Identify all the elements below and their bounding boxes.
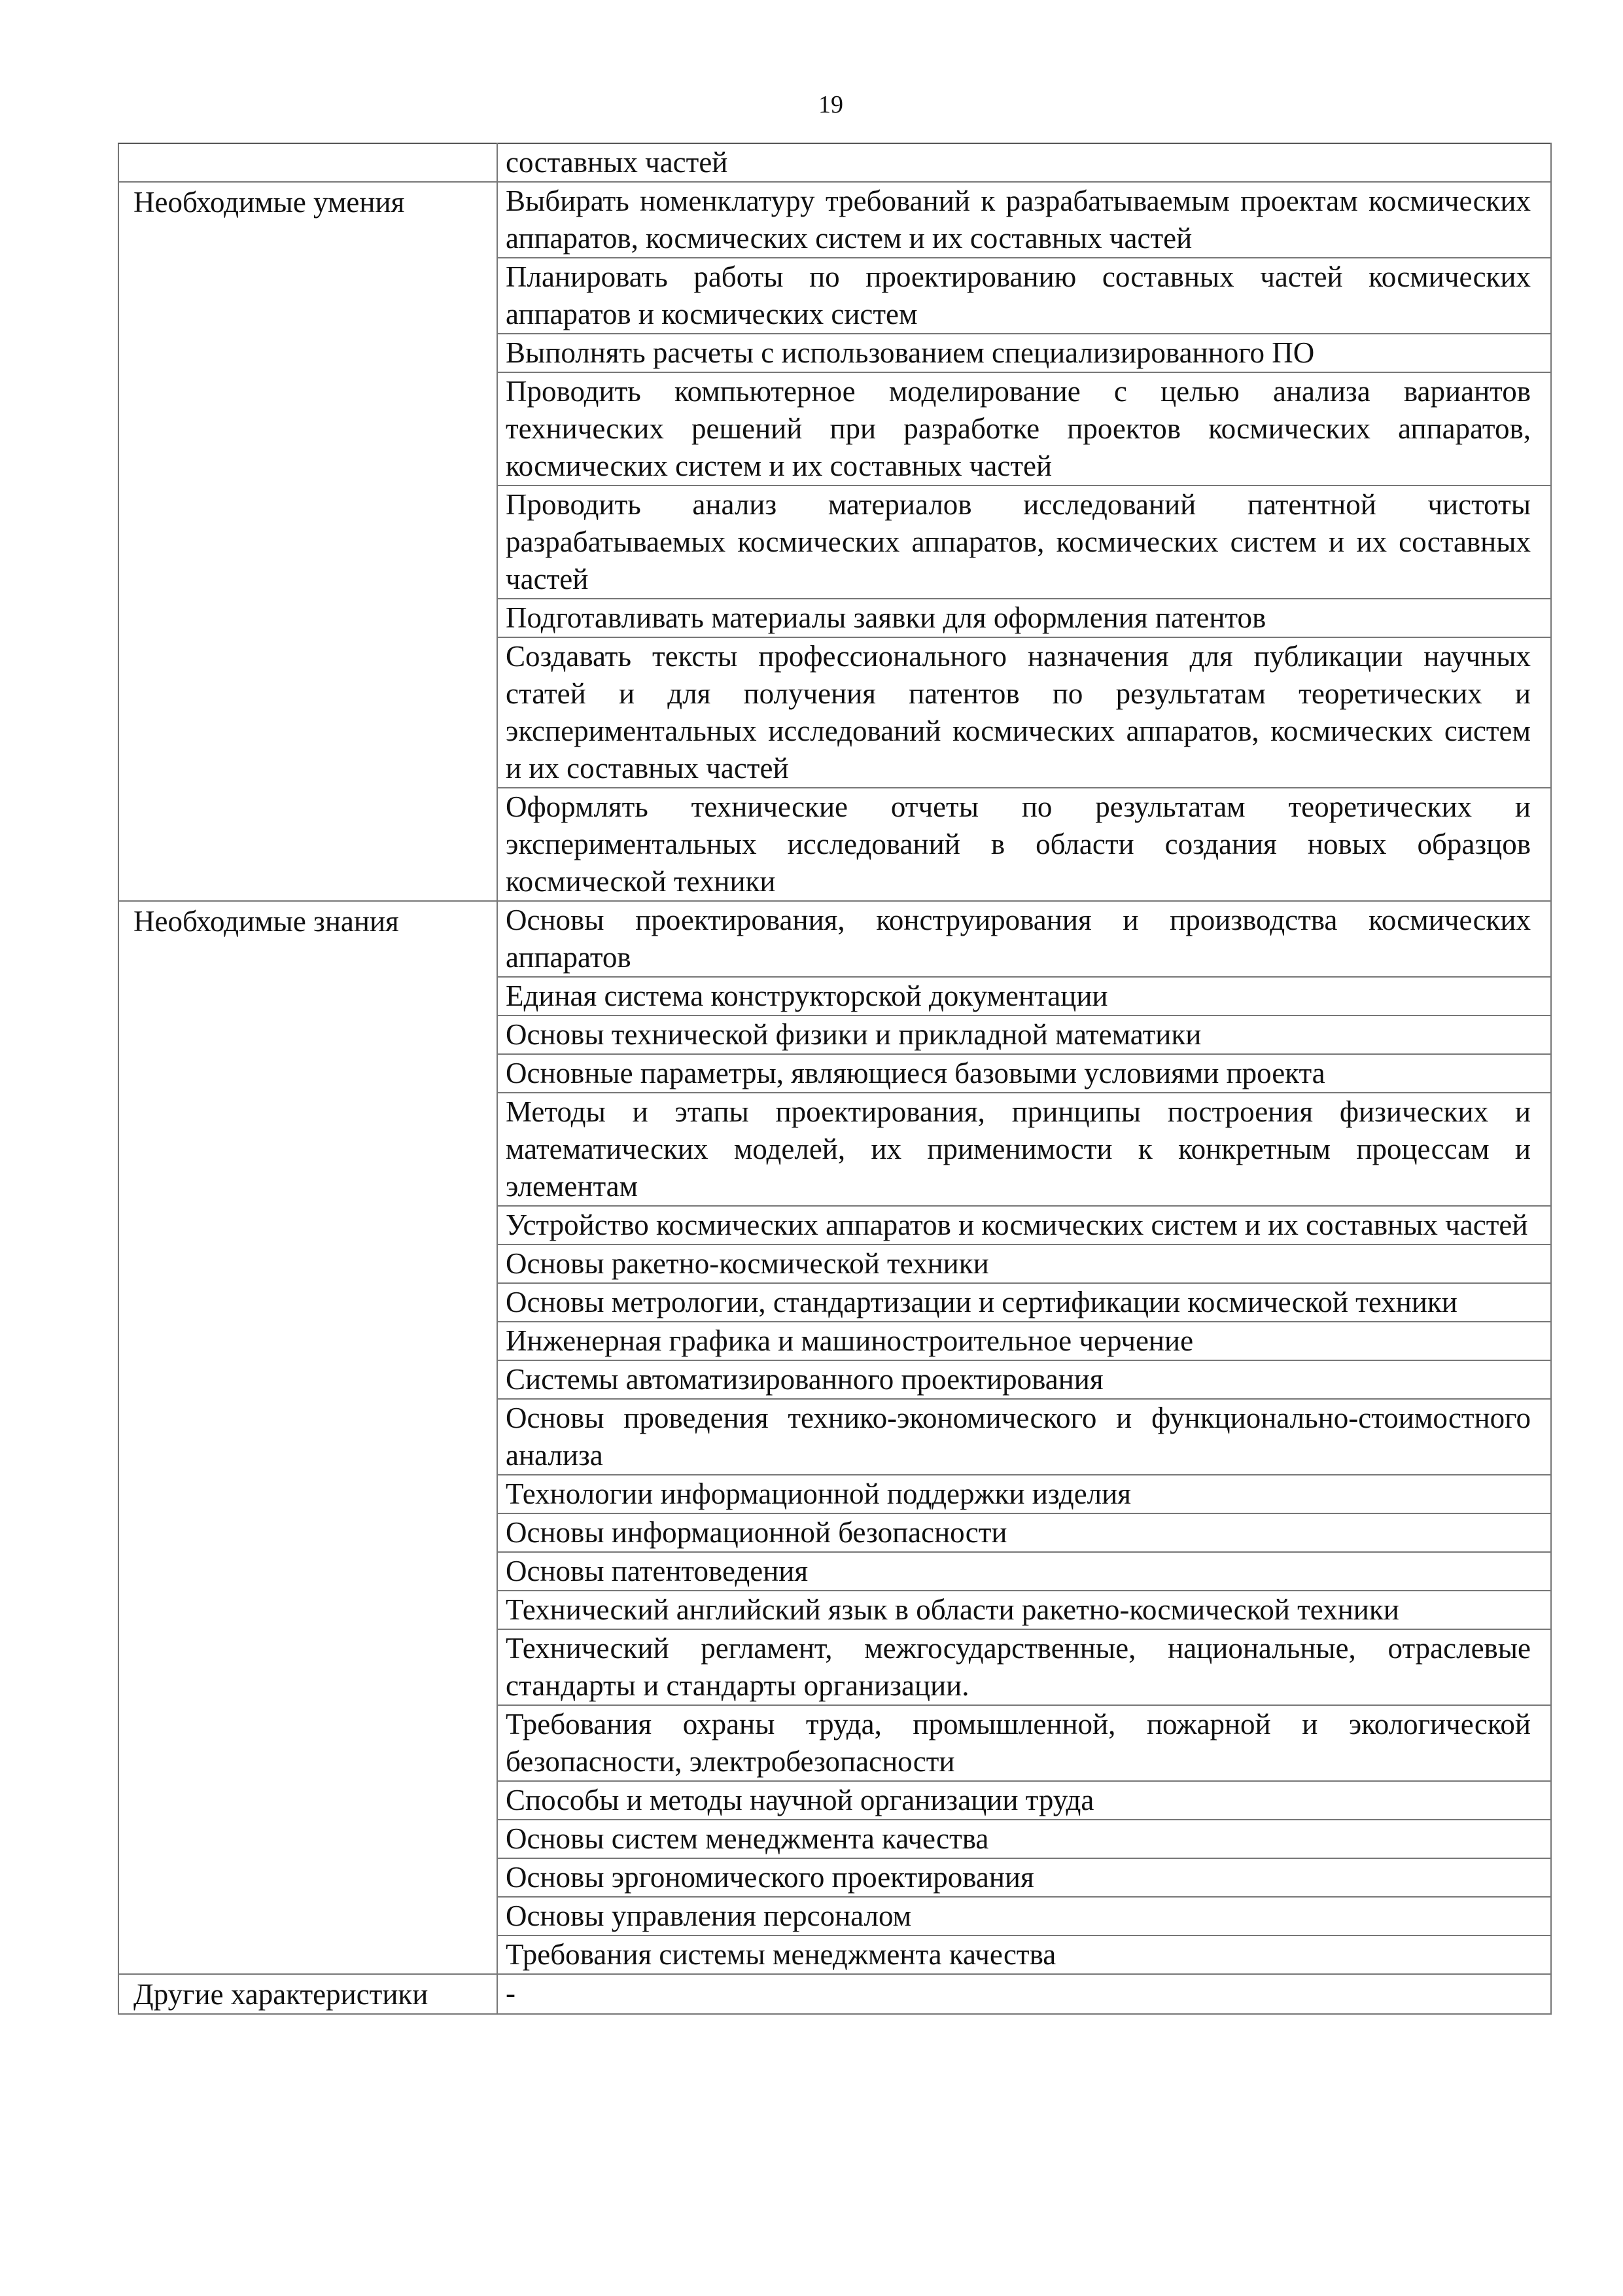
requirement-item: Проводить компьютерное моделирование с целью анализа вариантов технических решений при разработке проектов космических аппаратов, космических систем и их составных частей [497, 372, 1551, 486]
requirement-item: Инженерная графика и машиностроительное черчение [497, 1322, 1551, 1360]
row-label: Необходимые знания [118, 901, 497, 1974]
requirement-item: составных частей [497, 143, 1551, 182]
requirements-table [118, 143, 1552, 2015]
row-label: Другие характеристики [118, 1974, 497, 2014]
requirement-item: Требования охраны труда, промышленной, пожарной и экологической безопасности, электробезопасности [497, 1705, 1551, 1781]
page-number: 19 [818, 91, 843, 118]
requirement-item: Основы технической физики и прикладной математики [497, 1016, 1551, 1054]
requirement-item: Основы информационной безопасности [497, 1513, 1551, 1552]
requirement-item: Проводить анализ материалов исследований патентной чистоты разрабатываемых космических аппаратов, космических систем и их составных частей [497, 486, 1551, 599]
requirement-item: Основы систем менеджмента качества [497, 1820, 1551, 1858]
table-row [118, 1974, 1551, 2014]
requirement-item: Основные параметры, являющиеся базовыми условиями проекта [497, 1054, 1551, 1093]
requirement-item: Выполнять расчеты с использованием специализированного ПО [497, 334, 1551, 372]
row-label: Необходимые умения [118, 182, 497, 901]
requirement-item: Устройство космических аппаратов и космических систем и их составных частей [497, 1206, 1551, 1245]
table-row [118, 182, 1551, 258]
requirement-item: Выбирать номенклатуру требований к разрабатываемым проектам космических аппаратов, космических систем и их составных частей [497, 182, 1551, 258]
requirement-item: Основы ракетно-космической техники [497, 1245, 1551, 1283]
requirement-item: Основы управления персоналом [497, 1897, 1551, 1935]
table-row [118, 143, 1551, 182]
requirement-item: Технологии информационной поддержки изделия [497, 1475, 1551, 1513]
requirement-item: Оформлять технические отчеты по результатам теоретических и экспериментальных исследований в области создания новых образцов космической техники [497, 788, 1551, 901]
requirement-item: Технический английский язык в области ракетно-космической техники [497, 1591, 1551, 1629]
requirement-item: Основы проектирования, конструирования и производства космических аппаратов [497, 901, 1551, 977]
requirement-item: Основы эргономического проектирования [497, 1858, 1551, 1897]
requirement-item: Требования системы менеджмента качества [497, 1935, 1551, 1974]
requirement-item: Системы автоматизированного проектирования [497, 1360, 1551, 1399]
requirement-item: Технический регламент, межгосударственные, национальные, отраслевые стандарты и стандарты организации. [497, 1629, 1551, 1705]
requirement-item: Основы проведения технико-экономического и функционально-стоимостного анализа [497, 1399, 1551, 1475]
table-row [118, 901, 1551, 977]
requirement-item: Основы патентоведения [497, 1552, 1551, 1591]
row-label [118, 143, 497, 182]
requirement-item: Основы метрологии, стандартизации и сертификации космической техники [497, 1283, 1551, 1322]
requirement-item: Методы и этапы проектирования, принципы построения физических и математических моделей, их применимости к конкретным процессам и элементам [497, 1093, 1551, 1206]
requirement-item: Способы и методы научной организации труда [497, 1781, 1551, 1820]
requirement-item: Единая система конструкторской документации [497, 977, 1551, 1016]
requirement-item: Подготавливать материалы заявки для оформления патентов [497, 599, 1551, 637]
requirement-item: - [497, 1974, 1551, 2014]
requirement-item: Создавать тексты профессионального назначения для публикации научных статей и для получения патентов по результатам теоретических и экспериментальных исследований космических аппаратов, космических систем и их составных частей [497, 637, 1551, 788]
requirement-item: Планировать работы по проектированию составных частей космических аппаратов и космических систем [497, 258, 1551, 334]
